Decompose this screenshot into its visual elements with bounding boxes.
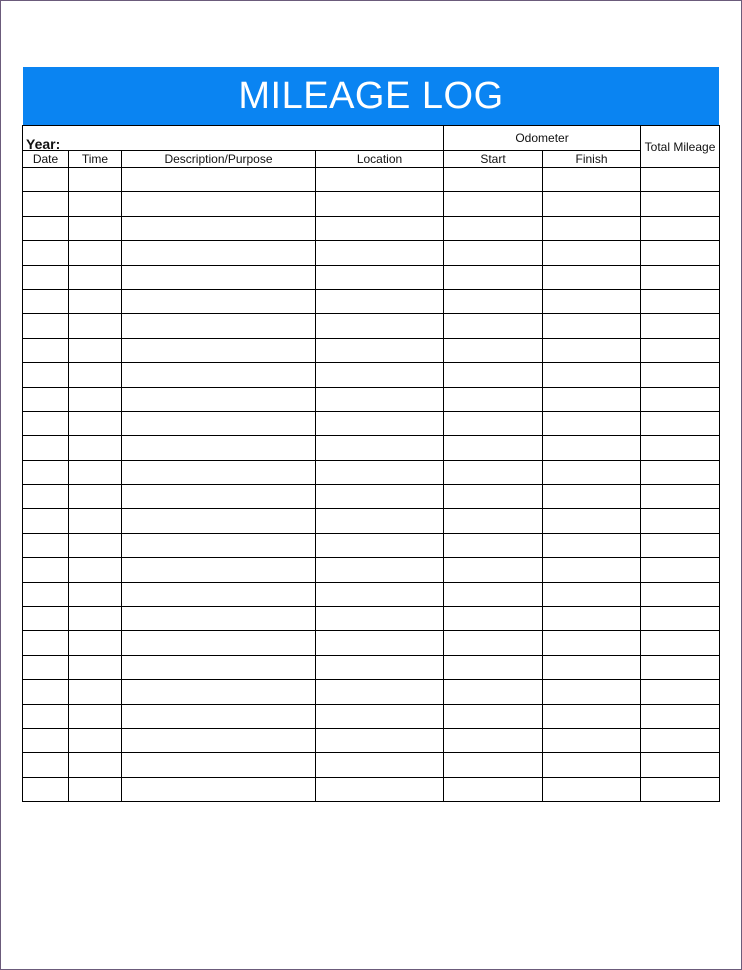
column-header-date: Date [23,151,69,168]
location-cell[interactable] [316,704,444,728]
finish-cell[interactable] [543,460,641,484]
total-mileage-cell[interactable] [641,558,720,582]
time-cell[interactable] [69,631,122,655]
total-mileage-cell[interactable] [641,655,720,679]
time-cell[interactable] [69,607,122,631]
finish-cell[interactable] [543,314,641,338]
description-cell[interactable] [122,777,316,801]
location-cell[interactable] [316,314,444,338]
total-mileage-cell[interactable] [641,533,720,557]
date-cell[interactable] [23,777,69,801]
start-cell[interactable] [444,192,543,216]
table-row [23,753,720,777]
total-mileage-cell[interactable] [641,436,720,460]
time-cell[interactable] [69,241,122,265]
total-mileage-cell[interactable] [641,631,720,655]
location-cell[interactable] [316,680,444,704]
time-cell[interactable] [69,168,122,192]
time-cell[interactable] [69,582,122,606]
total-mileage-cell[interactable] [641,753,720,777]
date-cell[interactable] [23,314,69,338]
finish-cell[interactable] [543,289,641,313]
table-body [23,168,720,802]
date-cell[interactable] [23,582,69,606]
date-cell[interactable] [23,655,69,679]
finish-cell[interactable] [543,485,641,509]
time-cell[interactable] [69,192,122,216]
start-cell[interactable] [444,533,543,557]
location-cell[interactable] [316,582,444,606]
time-cell[interactable] [69,704,122,728]
location-cell[interactable] [316,436,444,460]
date-cell[interactable] [23,753,69,777]
date-cell[interactable] [23,216,69,240]
table-row [23,265,720,289]
finish-cell[interactable] [543,753,641,777]
time-cell[interactable] [69,436,122,460]
description-cell[interactable] [122,241,316,265]
finish-cell[interactable] [543,338,641,362]
finish-cell[interactable] [543,533,641,557]
total-mileage-cell[interactable] [641,728,720,752]
table-row [23,168,720,192]
finish-cell[interactable] [543,728,641,752]
date-cell[interactable] [23,485,69,509]
total-mileage-cell[interactable] [641,704,720,728]
column-header-finish: Finish [543,151,641,168]
start-cell[interactable] [444,460,543,484]
table-row [23,704,720,728]
finish-cell[interactable] [543,607,641,631]
start-cell[interactable] [444,411,543,435]
start-cell[interactable] [444,387,543,411]
total-mileage-cell[interactable] [641,387,720,411]
table-row [23,582,720,606]
start-cell[interactable] [444,509,543,533]
date-cell[interactable] [23,460,69,484]
time-cell[interactable] [69,289,122,313]
total-mileage-cell[interactable] [641,411,720,435]
finish-cell[interactable] [543,387,641,411]
time-cell[interactable] [69,338,122,362]
total-mileage-cell[interactable] [641,363,720,387]
table-row [23,363,720,387]
finish-cell[interactable] [543,192,641,216]
time-cell[interactable] [69,728,122,752]
description-cell[interactable] [122,216,316,240]
description-cell[interactable] [122,192,316,216]
start-cell[interactable] [444,607,543,631]
finish-cell[interactable] [543,265,641,289]
location-cell[interactable] [316,241,444,265]
time-cell[interactable] [69,680,122,704]
description-cell[interactable] [122,265,316,289]
start-cell[interactable] [444,777,543,801]
date-cell[interactable] [23,192,69,216]
location-cell[interactable] [316,192,444,216]
total-mileage-cell[interactable] [641,192,720,216]
start-cell[interactable] [444,216,543,240]
start-cell[interactable] [444,582,543,606]
table-row [23,314,720,338]
column-header-time: Time [69,151,122,168]
total-mileage-cell[interactable] [641,582,720,606]
date-cell[interactable] [23,558,69,582]
finish-cell[interactable] [543,558,641,582]
start-cell[interactable] [444,728,543,752]
start-cell[interactable] [444,168,543,192]
total-mileage-cell[interactable] [641,216,720,240]
date-cell[interactable] [23,728,69,752]
location-cell[interactable] [316,607,444,631]
total-mileage-cell[interactable] [641,607,720,631]
description-cell[interactable] [122,168,316,192]
total-mileage-cell[interactable] [641,265,720,289]
location-cell[interactable] [316,216,444,240]
odometer-header: Odometer [444,126,641,151]
description-cell[interactable] [122,436,316,460]
total-mileage-cell[interactable] [641,777,720,801]
start-cell[interactable] [444,655,543,679]
description-cell[interactable] [122,411,316,435]
finish-cell[interactable] [543,777,641,801]
total-mileage-cell[interactable] [641,289,720,313]
total-mileage-cell[interactable] [641,680,720,704]
table-row [23,241,720,265]
table-row [23,485,720,509]
date-cell[interactable] [23,363,69,387]
description-cell[interactable] [122,728,316,752]
start-cell[interactable] [444,631,543,655]
page-title [23,67,719,125]
table-row [23,289,720,313]
date-cell[interactable] [23,265,69,289]
description-cell[interactable] [122,704,316,728]
description-cell[interactable] [122,289,316,313]
table-row [23,509,720,533]
table-row [23,728,720,752]
time-cell[interactable] [69,509,122,533]
year-field[interactable] [23,126,444,151]
finish-cell[interactable] [543,631,641,655]
start-cell[interactable] [444,289,543,313]
header-row-top [23,126,720,151]
table-row [23,387,720,411]
table-row [23,533,720,557]
table-row [23,631,720,655]
date-cell[interactable] [23,436,69,460]
table-row [23,558,720,582]
table-row [23,436,720,460]
date-cell[interactable] [23,338,69,362]
date-cell[interactable] [23,680,69,704]
finish-cell[interactable] [543,241,641,265]
description-cell[interactable] [122,533,316,557]
date-cell[interactable] [23,509,69,533]
start-cell[interactable] [444,338,543,362]
mileage-table [22,125,720,802]
start-cell[interactable] [444,241,543,265]
column-header-location: Location [316,151,444,168]
time-cell[interactable] [69,216,122,240]
start-cell[interactable] [444,753,543,777]
time-cell[interactable] [69,558,122,582]
table-row [23,192,720,216]
description-cell[interactable] [122,314,316,338]
location-cell[interactable] [316,363,444,387]
location-cell[interactable] [316,387,444,411]
start-cell[interactable] [444,680,543,704]
location-cell[interactable] [316,655,444,679]
finish-cell[interactable] [543,216,641,240]
location-cell[interactable] [316,460,444,484]
total-mileage-cell[interactable] [641,241,720,265]
date-cell[interactable] [23,704,69,728]
finish-cell[interactable] [543,168,641,192]
time-cell[interactable] [69,753,122,777]
date-cell[interactable] [23,289,69,313]
location-cell[interactable] [316,338,444,362]
start-cell[interactable] [444,265,543,289]
table-row [23,777,720,801]
description-cell[interactable] [122,558,316,582]
time-cell[interactable] [69,387,122,411]
location-cell[interactable] [316,728,444,752]
column-header-start: Start [444,151,543,168]
finish-cell[interactable] [543,680,641,704]
start-cell[interactable] [444,363,543,387]
description-cell[interactable] [122,655,316,679]
total-mileage-cell[interactable] [641,168,720,192]
location-cell[interactable] [316,558,444,582]
header-row-columns [23,151,720,168]
finish-cell[interactable] [543,582,641,606]
date-cell[interactable] [23,168,69,192]
total-mileage-cell[interactable] [641,460,720,484]
table-row [23,607,720,631]
start-cell[interactable] [444,436,543,460]
description-cell[interactable] [122,680,316,704]
date-cell[interactable] [23,607,69,631]
time-cell[interactable] [69,265,122,289]
time-cell[interactable] [69,655,122,679]
location-cell[interactable] [316,411,444,435]
table-row [23,216,720,240]
time-cell[interactable] [69,411,122,435]
finish-cell[interactable] [543,436,641,460]
table-row [23,680,720,704]
total-mileage-cell[interactable] [641,314,720,338]
description-cell[interactable] [122,509,316,533]
location-cell[interactable] [316,265,444,289]
time-cell[interactable] [69,777,122,801]
description-cell[interactable] [122,753,316,777]
table-row [23,338,720,362]
description-cell[interactable] [122,631,316,655]
date-cell[interactable] [23,387,69,411]
finish-cell[interactable] [543,363,641,387]
date-cell[interactable] [23,411,69,435]
description-cell[interactable] [122,607,316,631]
location-cell[interactable] [316,509,444,533]
date-cell[interactable] [23,631,69,655]
start-cell[interactable] [444,704,543,728]
date-cell[interactable] [23,533,69,557]
location-cell[interactable] [316,168,444,192]
total-mileage-cell[interactable] [641,338,720,362]
table-row [23,411,720,435]
finish-cell[interactable] [543,655,641,679]
description-cell[interactable] [122,338,316,362]
time-cell[interactable] [69,485,122,509]
description-cell[interactable] [122,582,316,606]
finish-cell[interactable] [543,704,641,728]
total-mileage-cell[interactable] [641,485,720,509]
finish-cell[interactable] [543,509,641,533]
table-row [23,655,720,679]
location-cell[interactable] [316,753,444,777]
total-mileage-header: Total Mileage [641,126,720,168]
finish-cell[interactable] [543,411,641,435]
location-cell[interactable] [316,485,444,509]
time-cell[interactable] [69,363,122,387]
time-cell[interactable] [69,460,122,484]
column-header-description: Description/Purpose [122,151,316,168]
description-cell[interactable] [122,460,316,484]
year-label: Year: _______ [26,136,119,152]
table-row [23,460,720,484]
start-cell[interactable] [444,558,543,582]
location-cell[interactable] [316,533,444,557]
description-cell[interactable] [122,485,316,509]
description-cell[interactable] [122,387,316,411]
page-title-text: MILEAGE LOG [238,74,504,117]
location-cell[interactable] [316,289,444,313]
start-cell[interactable] [444,485,543,509]
time-cell[interactable] [69,533,122,557]
description-cell[interactable] [122,363,316,387]
total-mileage-cell[interactable] [641,509,720,533]
location-cell[interactable] [316,777,444,801]
time-cell[interactable] [69,314,122,338]
location-cell[interactable] [316,631,444,655]
start-cell[interactable] [444,314,543,338]
date-cell[interactable] [23,241,69,265]
